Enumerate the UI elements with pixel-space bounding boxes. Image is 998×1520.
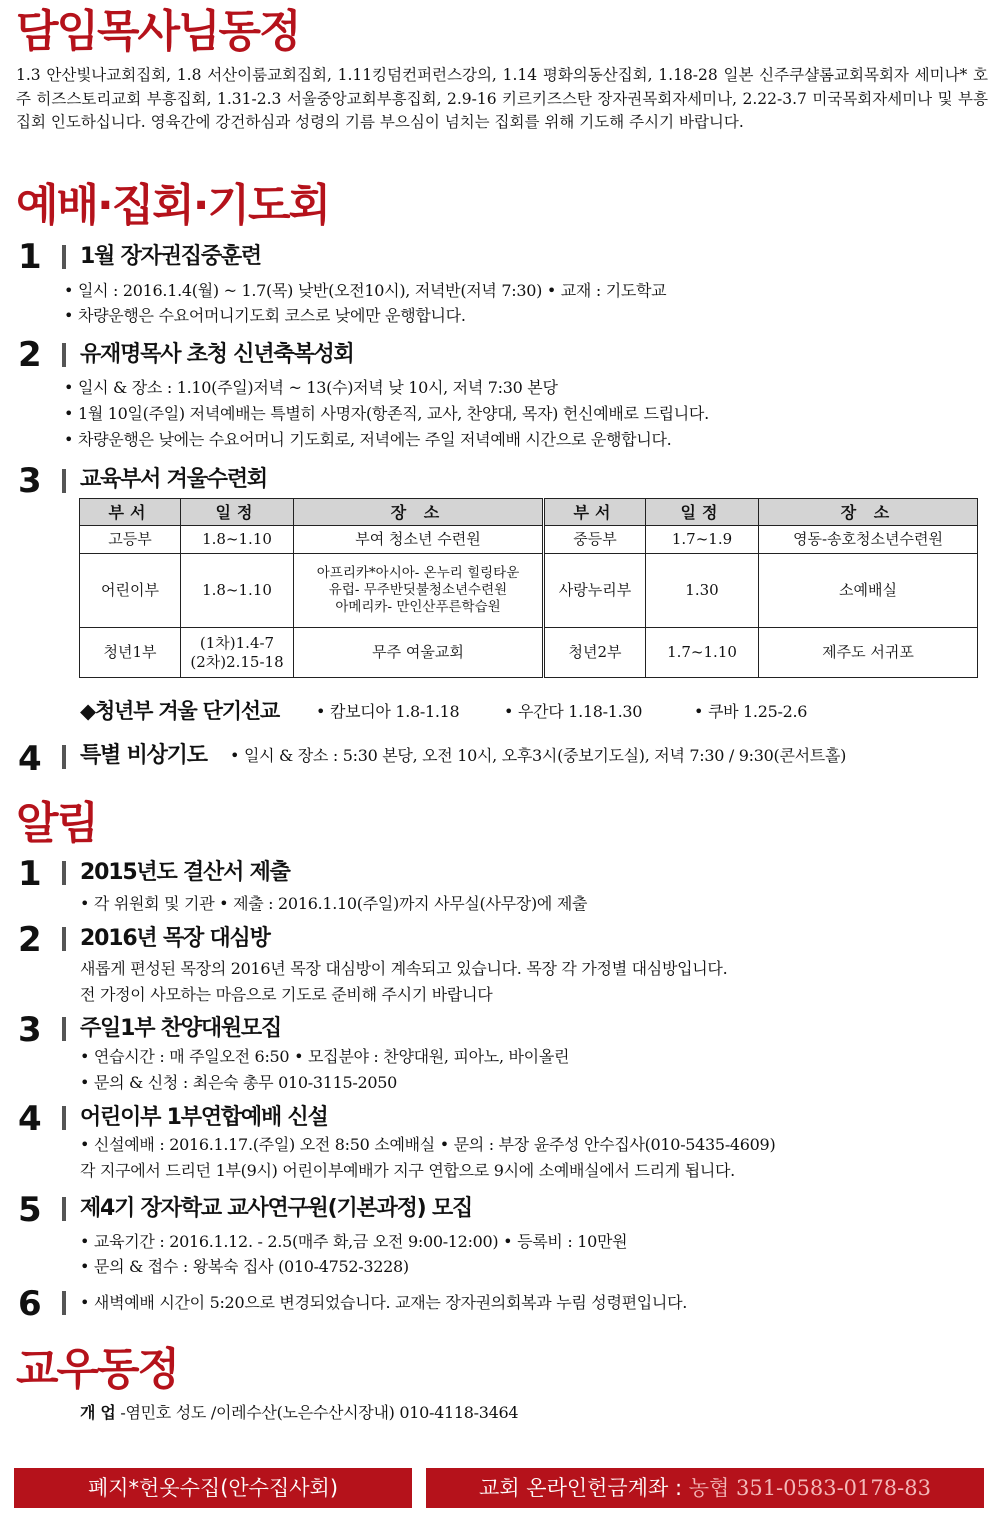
worship-item-3-number: 3 (18, 461, 42, 501)
divider-bar (62, 927, 66, 951)
footer-left-text: 폐지*헌옷수집(안수집사회) (87, 1476, 339, 1500)
fellowship-text: -염민호 성도 /이레수산(노은수산시장내) 010-4118-3464 (120, 1403, 519, 1422)
notice-3-heading: 주일1부 찬양대원모집 (80, 1016, 282, 1041)
header-dept: 부서 (80, 499, 181, 526)
header-date-2: 일정 (646, 499, 759, 526)
fellowship-label: 개 업 (80, 1403, 116, 1422)
notice-1-line-1: • 각 위원회 및 기관 • 제출 : 2016.1.10(주일)까지 사무실(사무장)에 제출 (80, 894, 588, 913)
retreat-schedule-table (79, 498, 978, 678)
pastor-news-title: 담임목사님동정 (16, 6, 300, 57)
cell: 영동-송호청소년수련원 (759, 526, 978, 554)
notice-3-line-1: • 연습시간 : 매 주일오전 6:50 • 모집분야 : 찬양대원, 피아노, 바이올린 (80, 1047, 570, 1066)
cell: 1.7~1.9 (646, 526, 759, 554)
header-place-2: 장 소 (759, 499, 978, 526)
footer-recycling-banner (14, 1468, 412, 1508)
divider-bar (62, 1291, 66, 1315)
header-place: 장 소 (294, 499, 543, 526)
divider-bar (62, 861, 66, 885)
worship-item-2-line-1: • 일시 & 장소 : 1.10(주일)저녁 ~ 13(수)저녁 낮 10시, 저녁 7:30 본당 (64, 377, 558, 399)
notice-5-heading: 제4기 장자학교 교사연구원(기본과정) 모집 (80, 1196, 473, 1221)
worship-item-1-line-2: • 차량운행은 수요어머니기도회 코스로 낮에만 운행합니다. (64, 305, 466, 327)
mission-label-text: 청년부 겨울 단기선교 (94, 699, 279, 723)
notice-4-line-1: • 신설예배 : 2016.1.17.(주일) 오전 8:50 소예배실 • 문의 : 부장 윤주성 안수집사(010-5435-4609) (80, 1135, 776, 1154)
diamond-icon: ◆ (80, 699, 95, 723)
cell: (1차)1.4-7 (2차)2.15-18 (181, 628, 294, 678)
worship-item-1-heading: 1월 장자권집중훈련 (80, 244, 261, 269)
cell: 무주 여울교회 (294, 628, 543, 678)
footer-account-number: 농협 351-0583-0178-83 (688, 1476, 931, 1500)
worship-item-1-line-1: • 일시 : 2016.1.4(월) ~ 1.7(목) 낮반(오전10시), 저녁반(저녁 7:30) • 교재 : 기도학교 (64, 280, 666, 302)
table-row (80, 526, 978, 554)
notice-5-line-1: • 교육기간 : 2016.1.12. - 2.5(매주 화,금 오전 9:00-12:00) • 등록비 : 10만원 (80, 1232, 628, 1251)
header-dept-2: 부서 (545, 499, 646, 526)
divider-bar (62, 469, 66, 493)
notice-6-line: • 새벽예배 시간이 5:20으로 변경되었습니다. 교재는 장자권의회복과 누림 성령편입니다. (80, 1293, 688, 1312)
cell: 사랑누리부 (545, 554, 646, 628)
cell: 1.30 (646, 554, 759, 628)
notice-2-number: 2 (18, 920, 42, 960)
cell: 부여 청소년 수련원 (294, 526, 543, 554)
divider-bar (62, 745, 66, 769)
notice-4-number: 4 (18, 1099, 42, 1139)
table-row (80, 628, 978, 678)
notice-6-number: 6 (18, 1284, 42, 1324)
worship-item-2-heading: 유재명목사 초청 신년축복성회 (80, 342, 354, 367)
cell: 소예배실 (759, 554, 978, 628)
divider-bar (62, 245, 66, 269)
cell: 어린이부 (80, 554, 181, 628)
mission-trip-1: • 캄보디아 1.8-1.18 (316, 701, 459, 723)
worship-item-4-detail: • 일시 & 장소 : 5:30 본당, 오전 10시, 오후3시(중보기도실), 저녁 7:30 / 9:30(콘서트홀) (230, 745, 846, 767)
mission-trip-3: • 쿠바 1.25-2.6 (694, 701, 807, 723)
notice-4-line-2: 각 지구에서 드리던 1부(9시) 어린이부예배가 지구 연합으로 9시에 소예배실에서 드리게 됩니다. (80, 1161, 735, 1180)
cell: 중등부 (545, 526, 646, 554)
cell: 청년1부 (80, 628, 181, 678)
table-row (80, 554, 978, 628)
cell: 고등부 (80, 526, 181, 554)
worship-item-2-number: 2 (18, 335, 42, 375)
divider-bar (62, 1197, 66, 1221)
worship-item-2-line-2: • 1월 10일(주일) 저녁예배는 특별히 사명자(항존직, 교사, 찬양대, 목자) 헌신예배로 드립니다. (64, 403, 709, 425)
footer-account-banner (426, 1468, 984, 1508)
cell: 청년2부 (545, 628, 646, 678)
notice-4-heading: 어린이부 1부연합예배 신설 (80, 1105, 328, 1130)
worship-item-1-number: 1 (18, 237, 42, 277)
table-header-row (80, 499, 978, 526)
worship-section-title: 예배·집회·기도회 (16, 180, 329, 231)
divider-bar (62, 343, 66, 367)
notice-2-line-2: 전 가정이 사모하는 마음으로 기도로 준비해 주시기 바랍니다 (80, 985, 493, 1004)
notice-1-number: 1 (18, 854, 42, 894)
notice-2-heading: 2016년 목장 대심방 (80, 926, 270, 951)
fellowship-section-title: 교우동정 (16, 1344, 179, 1395)
cell: 제주도 서귀포 (759, 628, 978, 678)
worship-item-2-line-3: • 차량운행은 낮에는 수요어머니 기도회로, 저녁에는 주일 저녁예배 시간으로 운행합니다. (64, 429, 671, 451)
worship-item-4-heading: 특별 비상기도 (80, 743, 207, 768)
notices-section-title: 알림 (16, 798, 98, 849)
notice-3-number: 3 (18, 1010, 42, 1050)
worship-item-3-heading: 교육부서 겨울수련회 (80, 467, 267, 492)
divider-bar (62, 1017, 66, 1041)
cell: 1.7~1.10 (646, 628, 759, 678)
footer-account-label: 교회 온라인헌금계좌 : (479, 1476, 689, 1500)
mission-trip-2: • 우간다 1.18-1.30 (504, 701, 642, 723)
divider-bar (62, 1106, 66, 1130)
notice-5-number: 5 (18, 1190, 42, 1230)
notice-5-line-2: • 문의 & 접수 : 왕복숙 집사 (010-4752-3228) (80, 1257, 409, 1276)
pastor-news-body: 1.3 안산빛나교회집회, 1.8 서산이룸교회집회, 1.11킹덤컨퍼런스강의, 1.14 평화의동산집회, 1.18-28 일본 신주쿠샬롬교회목회자 세미나* 호주 히즈스토리교회 부흥집회, 1.31-2.3 서울중앙교회부흥집회, 2.9-16 키르키즈스탄 장자권목회자세미나, 2.22-3.7 미국목회자세미나 및 부흥집회 인도하십니다. 영육간에 강건하심과 성령의 기름 부으심이 넘치는 집회를 위해 기도해 주시기 바랍니다. (16, 66, 988, 131)
cell: 아프리카*아시아- 온누리 힐링타운 유럽- 무주반딧불청소년수련원 아메리카- 만인산푸른학습원 (294, 554, 543, 628)
worship-item-4-number: 4 (18, 739, 42, 779)
notice-1-heading: 2015년도 결산서 제출 (80, 860, 290, 885)
mission-label (80, 698, 279, 724)
cell: 1.8~1.10 (181, 526, 294, 554)
notice-2-line-1: 새롭게 편성된 목장의 2016년 목장 대심방이 계속되고 있습니다. 목장 각 가정별 대심방입니다. (80, 959, 728, 978)
header-date: 일정 (181, 499, 294, 526)
fellowship-entry (80, 1402, 518, 1424)
notice-3-line-2: • 문의 & 신청 : 최은숙 총무 010-3115-2050 (80, 1073, 397, 1092)
cell: 1.8~1.10 (181, 554, 294, 628)
